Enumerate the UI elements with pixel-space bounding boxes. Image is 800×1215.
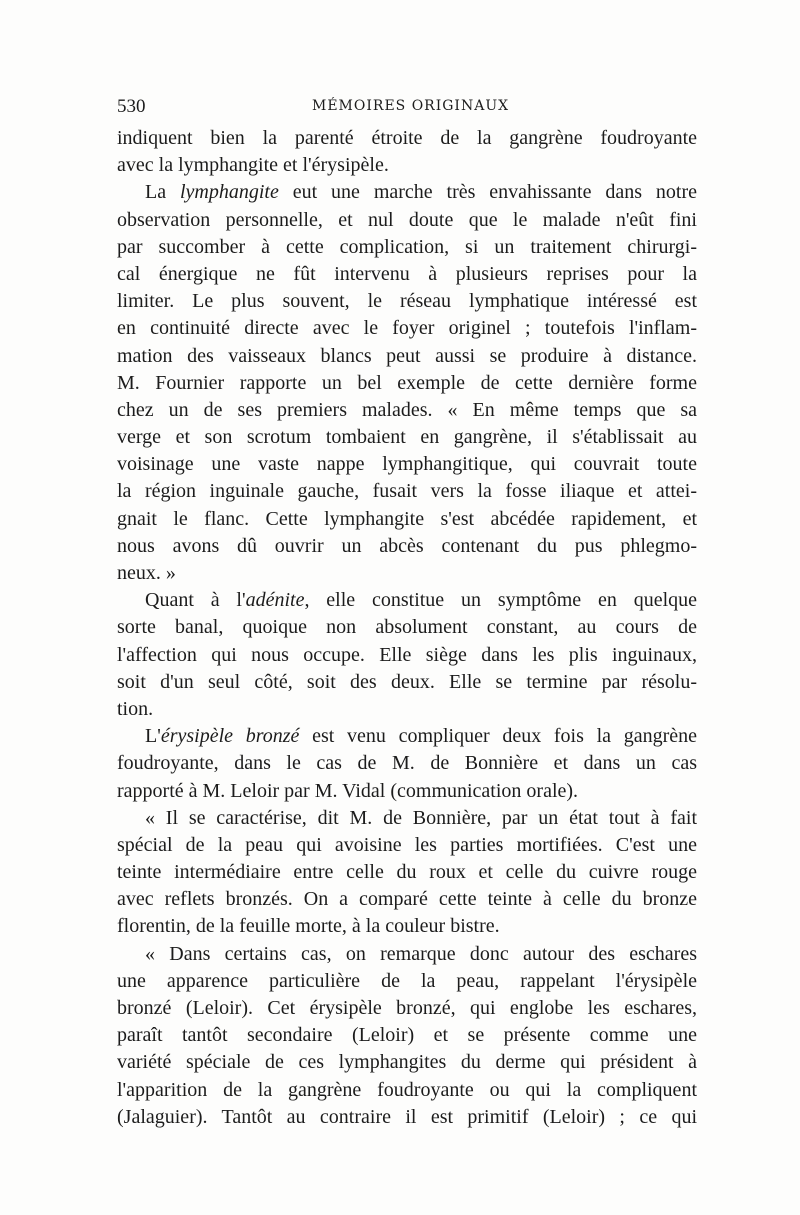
text-segment: est venu compliquer deux fois la gangrène: [299, 725, 697, 748]
text-line: par succomber à cette complication, si un traitement chirurgi-: [117, 235, 697, 258]
text-line: [117, 587, 697, 614]
text-line: tion.: [117, 697, 154, 720]
text-line: gnait le flanc. Cette lymphangite s'est abcédée rapidement, et: [117, 507, 697, 530]
text-line: florentin, de la feuille morte, à la couleur bistre.: [117, 915, 500, 938]
text-segment: La: [145, 181, 180, 204]
text-line: teinte intermédiaire entre celle du roux et celle du cuivre rouge: [117, 861, 697, 884]
text-line: paraît tantôt secondaire (Leloir) et se présente comme une: [117, 1024, 697, 1047]
text-line: limiter. Le plus souvent, le réseau lymphatique intéressé est: [117, 290, 697, 313]
text-line: nous avons dû ouvrir un abcès contenant du pus phlegmo-: [117, 534, 697, 557]
text-line: sorte banal, quoique non absolument constant, au cours de: [117, 616, 697, 639]
text-line: (Jalaguier). Tantôt au contraire il est primitif (Leloir) ; ce qui: [117, 1105, 697, 1128]
text-line: verge et son scrotum tombaient en gangrène, il s'établissait au: [117, 426, 697, 449]
text-line: bronzé (Leloir). Cet érysipèle bronzé, qui englobe les eschares,: [117, 997, 697, 1019]
text-line: [117, 179, 697, 206]
text-line: en continuité directe avec le foyer originel ; toutefois l'inflam-: [117, 317, 697, 340]
text-line: neux. »: [117, 562, 176, 584]
text-line: voisinage une vaste nappe lymphangitique, qui couvrait toute: [117, 453, 697, 476]
italic-term: érysipèle bronzé: [160, 725, 300, 748]
running-title: MÉMOIRES ORIGINAUX: [312, 98, 510, 114]
body-text: [117, 125, 697, 1131]
text-segment: , elle constitue un symptôme en quelque: [304, 589, 698, 612]
running-header: [117, 96, 697, 122]
text-line: [117, 723, 697, 750]
text-line: l'apparition de la gangrène foudroyante ou qui la compliquent: [117, 1078, 697, 1101]
text-line: avec reflets bronzés. On a comparé cette teinte à celle du bronze: [117, 888, 697, 911]
text-line: la région inguinale gauche, fusait vers la fosse iliaque et attei-: [117, 480, 697, 503]
text-line: avec la lymphangite et l'érysipèle.: [117, 154, 389, 177]
text-segment: Quant à l': [145, 589, 246, 612]
text-line: une apparence particulière de la peau, rappelant l'érysipèle: [117, 969, 697, 992]
text-line: observation personnelle, et nul doute que le malade n'eût fini: [117, 208, 697, 231]
text-line: indiquent bien la parenté étroite de la gangrène foudroyante: [117, 127, 697, 149]
text-line: soit d'un seul côté, soit des deux. Elle se termine par résolu-: [117, 670, 697, 693]
text-line: cal énergique ne fût intervenu à plusieurs reprises pour la: [117, 262, 697, 285]
text-line: spécial de la peau qui avoisine les parties mortifiées. C'est une: [117, 833, 697, 856]
italic-term: adénite: [245, 589, 305, 612]
text-line: variété spéciale de ces lymphangites du derme qui président à: [117, 1051, 697, 1074]
text-line: l'affection qui nous occupe. Elle siège dans les plis inguinaux,: [117, 643, 697, 666]
text-line: M. Fournier rapporte un bel exemple de cette dernière forme: [117, 371, 697, 394]
italic-term: lymphangite: [179, 181, 279, 204]
text-line: rapporté à M. Leloir par M. Vidal (communication orale).: [117, 779, 579, 802]
text-segment: eut une marche très envahissante dans notre: [278, 181, 698, 204]
text-line: foudroyante, dans le cas de M. de Bonnière et dans un cas: [117, 752, 697, 775]
text-line: « Dans certains cas, on remarque donc autour des eschares: [145, 942, 697, 965]
text-line: chez un de ses premiers malades. « En même temps que sa: [117, 398, 697, 421]
text-line: mation des vaisseaux blancs peut aussi se produire à distance.: [117, 344, 697, 367]
page-number: 530: [117, 96, 146, 117]
text-segment: L': [145, 725, 161, 748]
text-line: « Il se caractérise, dit M. de Bonnière, par un état tout à fait: [145, 806, 697, 829]
